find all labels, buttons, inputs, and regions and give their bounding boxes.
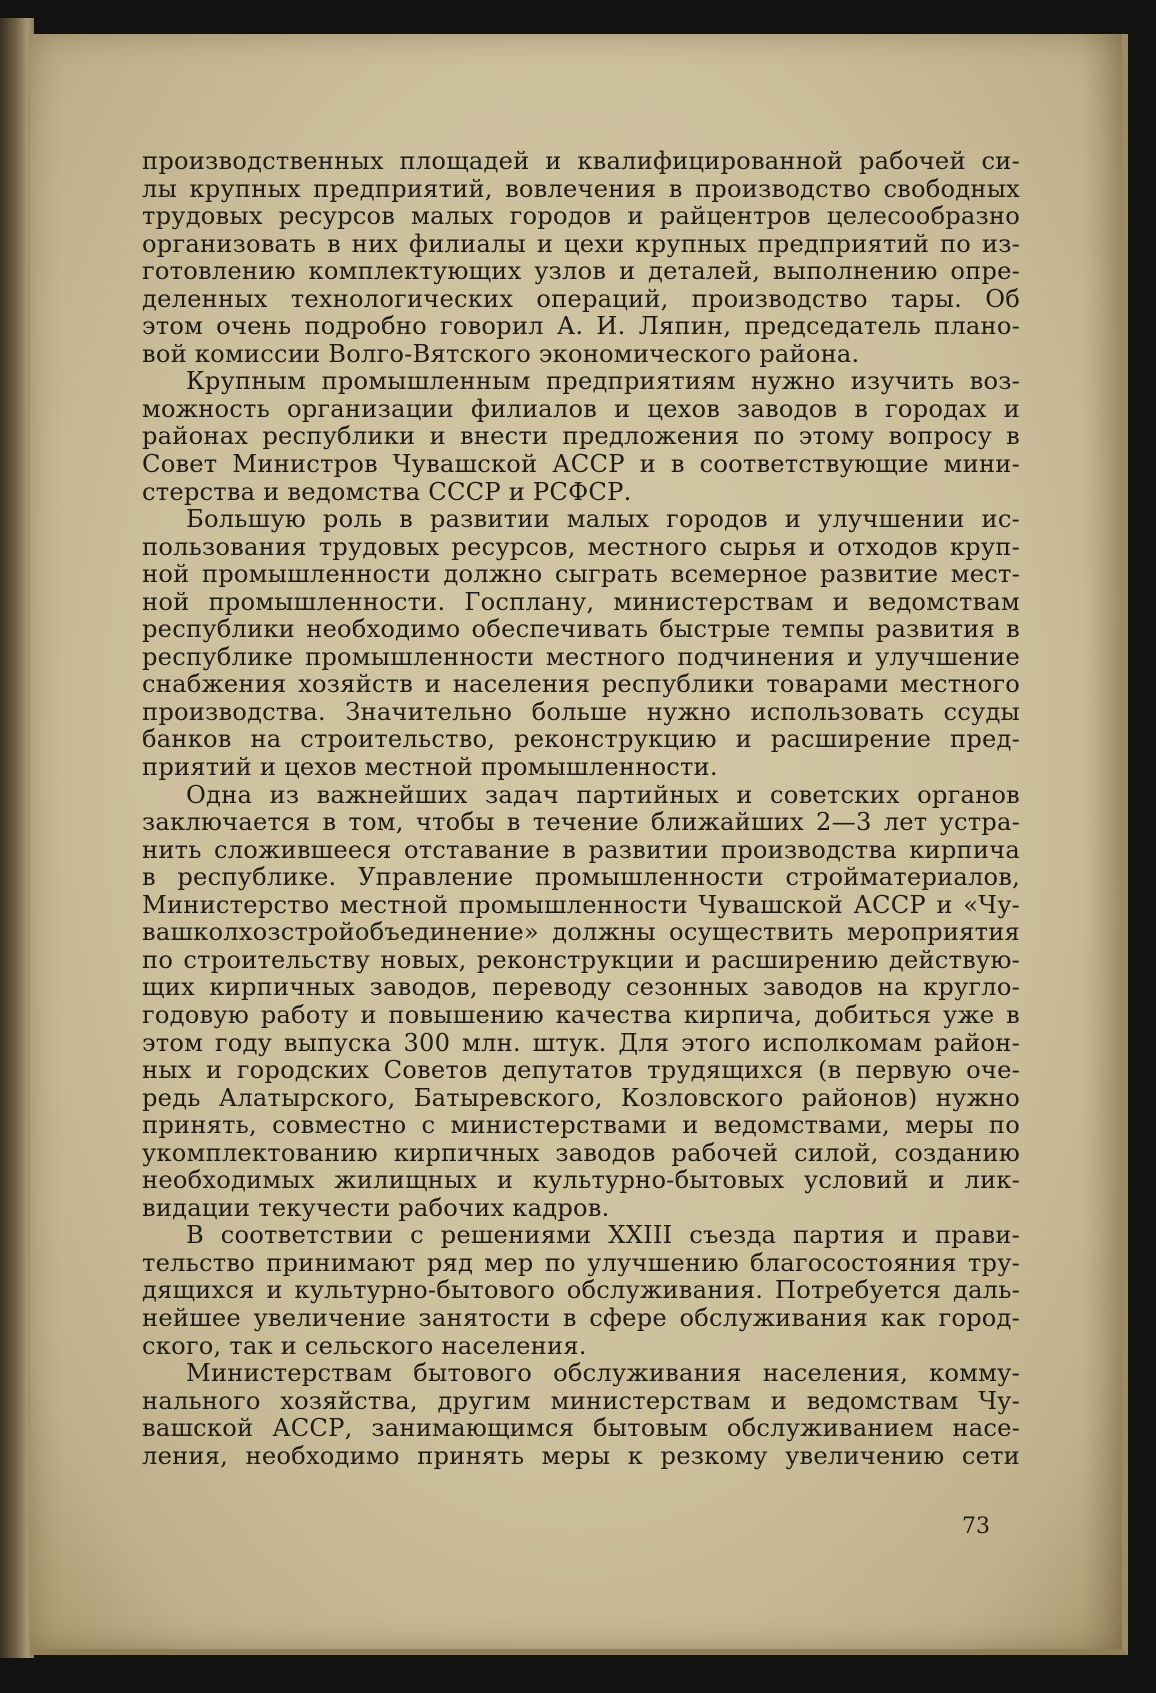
text-line: приятий и цехов местной промышленности. <box>142 753 718 782</box>
text-line: дящихся и культурно-бытового обслуживания. Потребуется даль- <box>142 1276 1020 1305</box>
text-line: готовлению комплектующих узлов и деталей, выполнению опре- <box>142 257 1020 286</box>
text-line: Совет Министров Чувашской АССР и в соответствующие мини- <box>142 450 1020 479</box>
text-line: вашской АССР, занимающимся бытовым обслуживанием насе- <box>142 1414 1020 1443</box>
text-line: ной промышленности должно сыграть всемерное развитие мест- <box>142 560 1020 589</box>
text-line: укомплектованию кирпичных заводов рабочей силой, созданию <box>142 1138 1020 1167</box>
text-line: нального хозяйства, другим министерствам и ведомствам Чу- <box>142 1386 1020 1415</box>
text-line: годовую работу и повышению качества кирпича, добиться уже в <box>142 1000 1020 1029</box>
text-line: снабжения хозяйств и населения республики товарами местного <box>142 670 1020 699</box>
text-line: производства. Значительно больше нужно использовать ссуды <box>142 697 1020 726</box>
book-spine-edge <box>0 18 34 1658</box>
text-line: Одна из важнейших задач партийных и советских органов <box>186 780 1020 809</box>
text-line: можность организации филиалов и цехов заводов в городах и <box>142 394 1020 423</box>
text-line: Министерствам бытового обслуживания населения, комму- <box>186 1359 1020 1388</box>
text-line: необходимых жилищных и культурно-бытовых условий и лик- <box>142 1166 1020 1195</box>
text-line: в республике. Управление промышленности стройматериалов, <box>142 863 1020 892</box>
text-line: стерства и ведомства СССР и РСФСР. <box>142 477 632 506</box>
text-line: нейшее увеличение занятости в сфере обслуживания как город- <box>142 1303 1020 1332</box>
text-line: щих кирпичных заводов, переводу сезонных заводов на кругло- <box>142 973 1020 1002</box>
text-line: видации текучести рабочих кадров. <box>142 1193 610 1222</box>
text-line: деленных технологических операций, производство тары. Об <box>142 284 1020 313</box>
text-line: районах республики и внести предложения по этому вопросу в <box>142 422 1020 451</box>
text-line: этом году выпуска 300 млн. штук. Для этого исполкомам район- <box>142 1028 1020 1057</box>
text-line: банков на строительство, реконструкцию и расширение пред- <box>142 725 1020 754</box>
text-line: нить сложившееся отставание в развитии производства кирпича <box>142 835 1020 864</box>
text-line: ных и городских Советов депутатов трудящихся (в первую оче- <box>142 1056 1020 1085</box>
text-line: республики необходимо обеспечивать быстрые темпы развития в <box>142 615 1020 644</box>
text-line: пользования трудовых ресурсов, местного сырья и отходов круп- <box>142 532 1020 561</box>
text-line: лы крупных предприятий, вовлечения в производство свободных <box>142 174 1020 203</box>
text-line: тельство принимают ряд мер по улучшению благосостояния тру- <box>142 1248 1020 1277</box>
text-line: Министерство местной промышленности Чувашской АССР и «Чу- <box>142 890 1020 919</box>
text-line: ления, необходимо принять меры к резкому увеличению сети <box>142 1441 1020 1470</box>
text-line: трудовых ресурсов малых городов и райцентров целесообразно <box>142 202 1020 231</box>
book-page <box>30 34 1128 1655</box>
text-line: В соответствии с решениями XXIII съезда партия и прави- <box>186 1221 1020 1250</box>
body-text <box>142 148 1020 1470</box>
text-line: ной промышленности. Госплану, министерствам и ведомствам <box>142 587 1020 616</box>
text-line: производственных площадей и квалифицированной рабочей си- <box>142 147 1020 175</box>
text-line: республике промышленности местного подчинения и улучшение <box>142 642 1020 671</box>
text-line: организовать в них филиалы и цехи крупных предприятий по из- <box>142 229 1020 258</box>
text-line: этом очень подробно говорил А. И. Ляпин, председатель плано- <box>142 312 1020 341</box>
text-line: Крупным промышленным предприятиям нужно изучить воз- <box>186 367 1020 396</box>
text-line: вашколхозстройобъединение» должны осуществить мероприятия <box>142 918 1020 947</box>
text-line: вой комиссии Волго-Вятского экономического района. <box>142 339 860 368</box>
text-line: ского, так и сельского населения. <box>142 1331 587 1360</box>
page-number: 73 <box>962 1514 990 1539</box>
text-line: редь Алатырского, Батыревского, Козловского районов) нужно <box>142 1083 1020 1112</box>
text-line: принять, совместно с министерствами и ведомствами, меры по <box>142 1111 1020 1140</box>
page-edge-shadow <box>1082 34 1122 1649</box>
text-line: Большую роль в развитии малых городов и улучшении ис- <box>186 505 1020 534</box>
text-line: по строительству новых, реконструкции и расширению действую- <box>142 945 1020 974</box>
text-line: заключается в том, чтобы в течение ближайших 2—3 лет устра- <box>142 808 1020 837</box>
